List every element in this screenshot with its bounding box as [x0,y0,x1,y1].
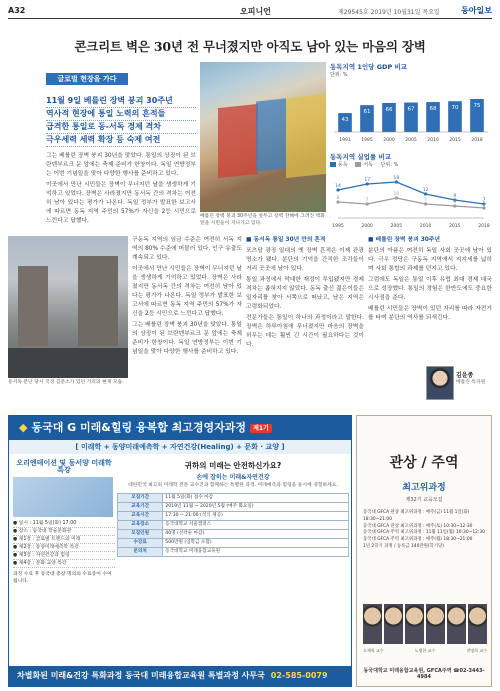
ad-box-list [13,520,115,568]
chart1-title: 동독지역 1인당 GDP 비교 [330,63,408,71]
building [18,266,48,346]
table-cell: 문의처 [118,547,163,556]
table-cell: 모집인원 [118,529,163,538]
subhead: ■ 동서독 통일 30년 만의 흔적 [246,237,326,243]
x-tick-label: 2005 [405,138,417,143]
gdp-bar-chart [330,78,492,144]
table-row [118,520,349,529]
berlin-wall-photo [200,62,326,212]
street-photo [8,236,128,378]
legend-swatch [355,162,361,167]
table-cell: 40명 (선착순 마감) [163,529,349,538]
data-label: 17 [364,178,371,183]
data-label: 5 [482,202,486,207]
author-name: 김윤종 [456,372,474,379]
ad-phone[interactable]: 02-585-0079 [270,671,328,680]
column-label: 글로벌 현장을 가다 [46,73,128,85]
building [78,256,118,346]
x-tick-label: 2000 [361,224,373,229]
data-label: 9 [453,194,457,199]
data-label: 14 [335,184,341,189]
ad-main-info [117,460,349,656]
data-label: 6 [453,200,457,205]
professor-name: 전명희 교수 [466,648,487,653]
table-row [118,529,349,538]
ad-question: 귀하의 미래는 안전하신가요? [184,461,282,470]
x-tick-label: 2010 [427,138,439,143]
paragraph: 그는 베를린 장벽 붕괴 30년을 맞았다. 통일의 상징이 된 브란덴부르크 문 앞에는 축제 준비가 한창이다. 독일 연방정부는 이번 기념일을 맞아 다양한 행사를 준비하고 있다. [132,322,242,355]
graffiti-panel [256,98,286,171]
ad-right-title: 관상 / 주역 [389,455,459,471]
chart2-legend [330,161,492,168]
paragraph: 통일 과정에서 막대한 재정이 투입됐지만 경제 격차는 좁혀지지 않았다. 동독 출신 젊은이들은 일자리를 찾아 서쪽으로 떠났고, 남은 지역은 고령화되었다. [246,277,364,310]
table-cell: 500만원 (입학금 포함) [163,538,349,547]
chart2-unit: 단위: % [380,162,399,168]
professor-photo [363,604,382,644]
paragraph: 이곳에서 만난 시민들은 장벽이 무너지던 날을 생생하게 기억하고 있었다. 장벽은 사라졌지만 동서독 간의 격차는 여전히 남아 있다는 평가가 나온다. 독일 정부가 발표한 보고서에 따르면 동독 지역 주민의 57%가 자신을 2등 시민으로 느낀다고 답했다. [46,182,196,224]
page-header [8,5,492,19]
paragraph: 분단의 아픔은 여전히 독일 사회 곳곳에 남아 있다. 극우 정당은 구동독 지역에서 지지세를 넓히며 사회 통합의 과제를 던지고 있다. [368,248,492,272]
page-number: A32 [8,6,26,15]
ad-footer-text: 차별화된 미래&건강 특화과정 동국대 미래융합교육원 특별과정 사무국 [17,671,265,680]
info-line: 동국대 GFCA 주역 최고위과정 : 11월 11일(월) 10:30~12:30 [363,530,485,536]
graffiti-panel [286,94,326,178]
chart-panel [330,62,492,227]
table-cell: 동국대학교 서울캠퍼스 [163,520,349,529]
unemployment-line-chart [330,168,492,230]
ad-box-note: 과정 수료 후 동국대 총장 명의의 수료증이 수여됩니다. [13,572,112,584]
table-cell: 동국대학교 미래융합교육원 [163,547,349,556]
data-label: 70 [451,105,459,112]
professor-name: 노병한 교수 [414,648,436,653]
data-label: 7 [424,198,428,203]
author-photo [426,366,454,400]
table-cell: 17:30 ~ 21:00 (석식 제공) [163,511,349,520]
table-cell: 교육시간 [118,511,163,520]
paragraph: 이곳에서 만난 시민들은 장벽이 무너지던 날을 생생하게 기억하고 있었다. 장벽은 사라졌지만 동서독 간의 격차는 여전히 남아 있다는 평가가 나온다. 독일 정부가 발표한 보고서에 따르면 동독 지역 주민의 57%가 자신을 2등 시민으로 느낀다고 답했다. [132,266,242,317]
legend-label: 서독 [363,162,373,168]
table-cell: 교육기간 [118,502,163,511]
list-item: ● 일시 : 11월 5일(화) 17:00 [13,520,115,528]
info-line: 동국대 GFCA 관상 최고위과정 : 매주(토) 10:30~12:30 [363,523,473,529]
chart2-title: 동독지역 실업률 비교 [330,153,392,161]
ad-question-sub: 손에 잡히는 미래&자연건강 [196,474,270,481]
x-tick-label: 2005 [390,224,403,229]
chart1-unit: 단위: % [330,72,348,78]
professor-photo [468,604,487,644]
professor-name: 소재학 교수 [363,648,384,653]
data-label: 7 [482,198,486,203]
data-label: 66 [385,106,393,113]
ad-right-info [363,510,487,551]
list-item: ● 제4강 : 문화·교양 특강 [13,560,115,568]
ad-footer [9,666,351,686]
table-row [118,511,349,520]
road [8,348,128,378]
table-cell: 2019년 11월 ~ 2020년 5월 (매주 화요일) [163,502,349,511]
ad-right-edition: 제32기 교육모집 [405,497,443,503]
professor-photo [384,604,403,644]
ad-orientation-box [13,460,115,656]
paragraph: 베를린 시민들은 장벽이 있던 자리를 따라 자전거를 타며 분단의 역사를 되새긴다. [368,306,492,321]
data-label: 68 [429,106,437,113]
list-item: ● 제3강 : 자연건강과 힐링 [13,552,115,560]
list-item: ● 제1강 : 글로벌 트렌드와 미래 [13,536,115,544]
lead-line: 급격한 통일로 동-서독 경제 격차 [46,121,196,134]
article-column-2 [246,236,364,406]
ad-physiognomy-course[interactable] [356,415,492,687]
ad-dongguk-course[interactable] [8,415,352,687]
paragraph: 그는 베를린 장벽 붕괴 30년을 맞았다. 통일의 상징이 된 브란덴부르크 문 앞에는 축제 준비가 한창이다. 독일 연방정부는 이번 기념일을 맞아 다양한 행사를 준비하고 있다. [46,153,196,177]
article-column-3 [368,236,492,364]
info-line: 동국대 GFCA 관상 최고위과정 : 매주(금) 11월 1일(화) 18:30~21:00 [363,510,470,522]
legend-label: 동독 [338,162,348,168]
data-label: 12 [422,188,429,193]
ad-schedule-table [117,493,349,557]
ad-title: 동국대 G 미래&힐링 융복합 최고경영자과정 [31,421,247,434]
ad-right-footer: 동국대학교 미래융합교육원, GFCA주역 ☎02-3443-4984 [363,668,485,680]
x-tick-label: 2010 [419,224,432,229]
professor-photo [447,604,466,644]
data-label: 10 [393,192,400,197]
ad-intro: 대한민국 최고의 미래학 전문 교수진과 함께하는 특별한 과정. 미래예측과 힐링을 동시에 경험하세요. [128,483,338,488]
info-line: 1년 2학기 과정 / 등록금 140만원(학기당) [363,543,444,549]
issue-date: 제29545호 2019년 10월31일 목요일 [338,9,440,16]
series-line [338,198,484,208]
x-tick-label: 2015 [449,224,461,229]
data-label: 18 [393,176,400,181]
paragraph: 그럼에도 독일은 통일 이후 유럽 최대 경제 대국으로 성장했다. 통일의 경험은 한반도에도 중요한 시사점을 준다. [368,277,492,301]
author-title: 베를린 특파원 [456,380,486,385]
x-tick-label: 2018 [478,224,490,229]
photo-caption: 베를린 장벽 붕괴 30주년을 앞두고 장벽 잔해에 그려진 벽화 앞을 시민들이 지나가고 있다. [200,214,325,226]
article-lead [46,95,196,147]
ad-box-title: 오리엔테이션 및 동서양 미래학 특강 [16,459,112,474]
legend-swatch [330,162,336,167]
x-tick-label: 2000 [383,138,395,143]
data-label: 67 [407,106,415,113]
lead-line: 극우세력 세력 확장 등 숙제 여전 [46,134,196,147]
professor-names [363,648,487,654]
data-label: 75 [473,103,481,109]
ad-badge: 제1기 [250,424,272,433]
paragraph: 전문가들은 통일이 하나의 과정이라고 말한다. 장벽은 하루아침에 무너졌지만 마음의 장벽을 허무는 데는 훨씬 긴 시간이 필요하다는 것이다. [246,315,364,348]
article-column-1 [132,236,242,406]
table-cell: 모집기간 [118,493,163,502]
lecture-photo [13,477,113,517]
table-row [118,538,349,547]
list-item: ● 제2강 : 동양미래예측학 특강 [13,544,115,552]
x-tick-label: 1995 [361,138,373,143]
table-cell: 교육장소 [118,520,163,529]
data-label: 43 [341,117,349,124]
data-label: 8 [336,196,340,201]
lead-line: 역사적 현장에 통일 노력의 흔적들 [46,108,196,121]
info-line: 동국대 GFCA 주역 최고위과정 : 매주(월) 18:30~21:00 [363,537,473,543]
article-column-1a [46,152,196,232]
paragraph: 포츠담 광장 일대의 옛 장벽 흔적은 이제 관광 명소가 됐다. 분단의 기억을 간직한 조각들이 거리 곳곳에 남아 있다. [246,248,364,272]
graffiti-panel [218,104,258,178]
subhead: ■ 베를린 장벽 붕괴 30주년 [368,237,441,243]
ad-right-subtitle: 최고위과정 [402,483,446,493]
table-row [118,493,349,502]
list-item: ● 장소 : 동국대 학술문화관 [13,528,115,536]
lead-line: 11월 9일 베를린 장벽 붕괴 30주년 [46,95,196,108]
table-row [118,547,349,556]
x-tick-label: 2015 [449,138,461,143]
photo-caption: 동서독 분단 당시 국경 검문소가 있던 거리의 현재 모습. [8,380,124,385]
ad-subtitle: [ 미래학 + 동양미래예측학 + 자연건강(Healing) + 문화 · 교양 ] [9,440,351,454]
data-label: 61 [363,109,371,116]
paragraph: 구동독 지역의 임금 수준은 여전히 서독 지역의 80% 수준에 머물러 있다. 인구 유출도 계속되고 있다. [132,237,242,261]
newspaper-logo: 동아일보 [461,6,492,15]
table-row [118,502,349,511]
professor-photo [426,604,445,644]
flame-icon: ◆ [19,421,28,434]
x-tick-label: 1995 [332,224,344,229]
x-tick-label: 2018 [471,138,483,143]
section-name: 오피니언 [240,7,271,16]
table-cell: 수강료 [118,538,163,547]
table-cell: 11월 5일(화) 접수 마감 [163,493,349,502]
ad-title-bar [9,416,351,440]
data-label: 7 [365,198,369,203]
professor-photo [405,604,424,644]
x-tick-label: 1991 [339,138,351,143]
article-headline: 콘크리트 벽은 30년 전 무너졌지만 아직도 남아 있는 마음의 장벽 [74,39,426,54]
